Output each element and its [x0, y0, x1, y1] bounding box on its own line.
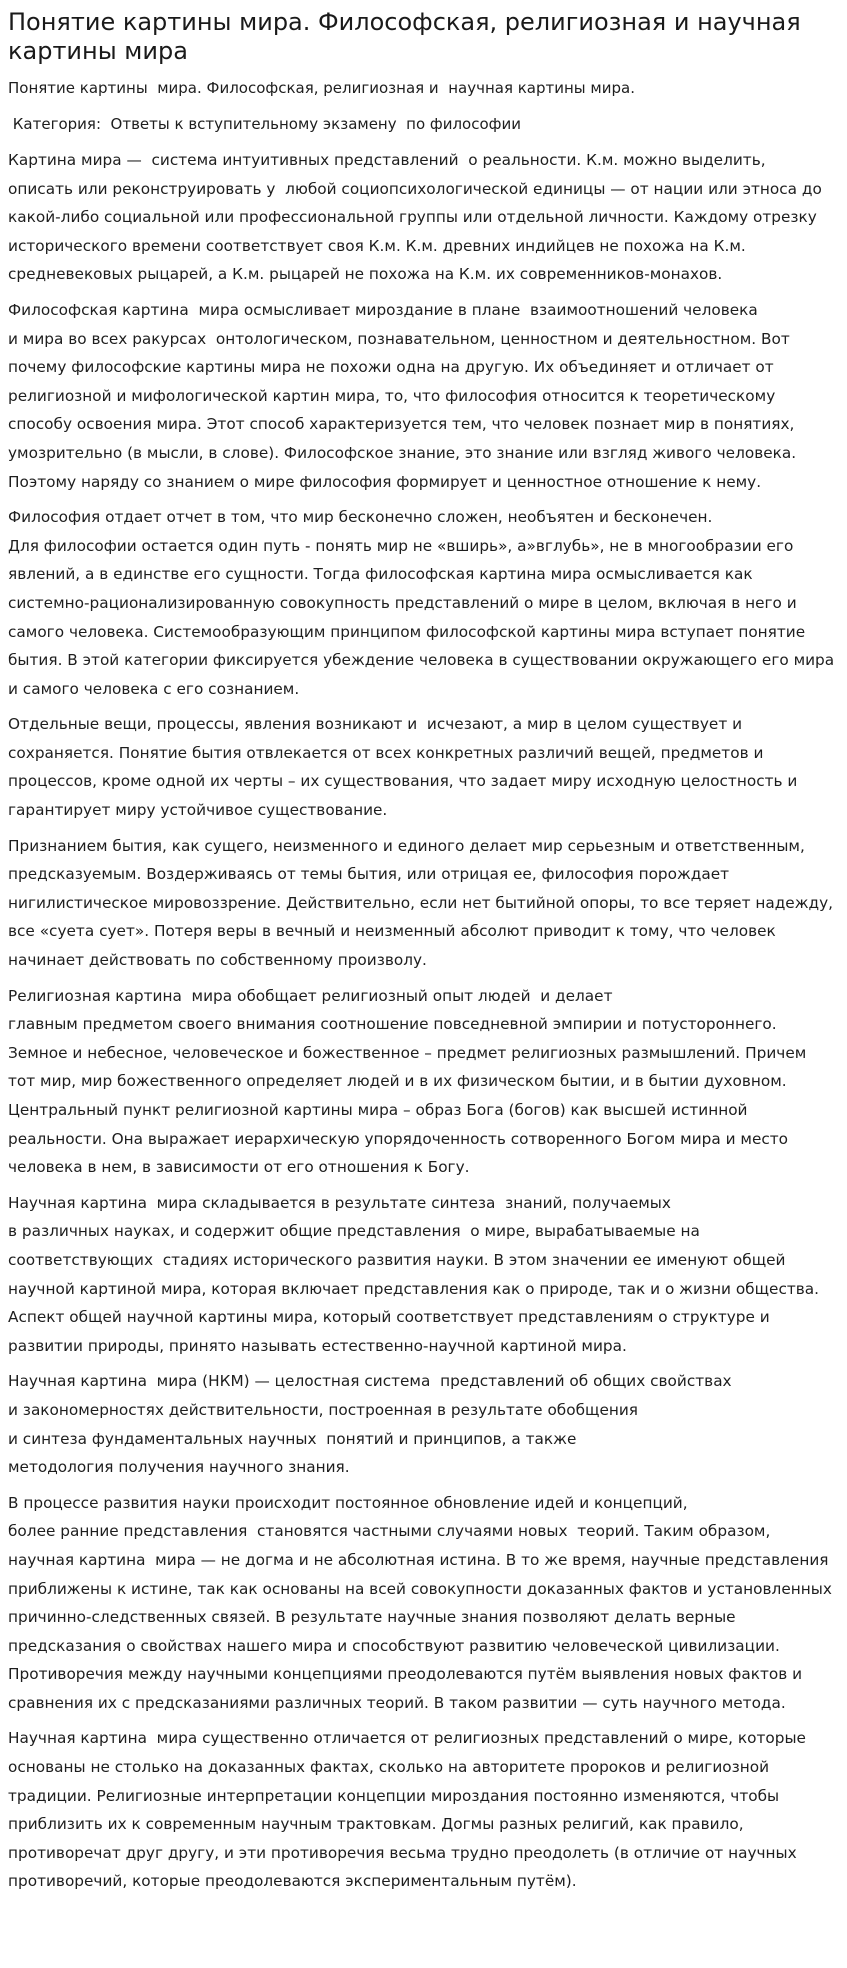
paragraph-things-processes: Отдельные вещи, процессы, явления возникают и исчезают, а мир в целом существует и сохраняется. Понятие бытия отвлекается от всех конкретных различий вещей, предметов и процессов, кроме одной их черты – их существования, что задает миру исходную целостность и гарантирует миру устойчивое существование. [8, 715, 803, 820]
page-title: Понятие картины мира. Философская, религиозная и научная картины мира [8, 8, 801, 65]
paragraph-science-vs-religion: Научная картина мира существенно отличается от религиозных представлений о мире, которые основаны не столько на доказанных фактах, сколько на авторитете пророков и религиозной традиции. Религиозные интерпретации концепции мироздания постоянно изменяются, чтобы приблизить их к современным научным трактовкам. Догмы разных религий, как правило, противоречат друг другу, и эти противоречия весьма трудно преодолеть (в отличие от научных противоречий, которые преодолеваются экспериментальным путём). [8, 1729, 811, 1891]
category-line [8, 114, 835, 134]
paragraph-nkm-definition: Научная картина мира (НКМ) — целостная система представлений об общих свойствах и закономерностях действительности, построенная в результате обобщения и синтеза фундаментальных научных понятий и принципов, а также методология получения научного знания. [8, 1372, 732, 1477]
paragraph-philosophical-worldview: Философская картина мира осмысливает мироздание в плане взаимоотношений человека и мира во всех ракурсах онтологическом, познавательном, ценностном и деятельностном. Вот почему философские картины мира не похожи одна на другую. Их объединяет и отличает от религиозной и мифологической картин мира, то, что философия относится к теоретическому способу освоения мира. Этот способ характеризуется тем, что человек познает мир в понятиях, умозрительно (в мысли, в слове). Философское знание, это знание или взгляд живого человека. Поэтому наряду со знанием о мире философия формирует и ценностное отношение к нему. [8, 300, 797, 491]
paragraph-philosophy-being: Философия отдает отчет в том, что мир бесконечно сложен, необъятен и бесконечен. Для философии остается один путь - понять мир не «вширь», а»вглубь», не в многообразии его явлений, а в единстве его сущности. Тогда философская картина мира осмысливается как системно-рационализированную совокупность представлений о мире в целом, включая в него и самого человека. Системообразующим принципом философской картины мира вступает понятие бытия. В этой категории фиксируется убеждение человека в существовании окружающего его мира и самого человека с его сознанием. [8, 508, 835, 698]
article-subtitle: Понятие картины мира. Философская, религиозная и научная картины мира. [8, 79, 635, 97]
category-link[interactable]: Ответы к вступительному экзамену по философии [110, 115, 521, 133]
paragraph-worldview-definition: Картина мира — система интуитивных представлений о реальности. К.м. можно выделить, описать или реконструировать у любой социопсихологической единицы — от нации или этноса до какой-либо социальной или профессиональной группы или отдельной личности. Каждому отрезку исторического времени соответствует своя К.м. К.м. древних индийцев не похожа на К.м. средневековых рыцарей, а К.м. рыцарей не похожа на К.м. их современников-монахов. [8, 151, 827, 284]
category-label: Категория: [8, 115, 111, 133]
paragraph-scientific-worldview: Научная картина мира складывается в результате синтеза знаний, получаемых в различных науках, и содержит общие представления о мире, вырабатываемые на соответствующих стадиях исторического развития науки. В этом значении ее именуют общей научной картиной мира, которая включает представления как о природе, так и о жизни общества. Аспект общей научной картины мира, который соответствует представлениям о структуре и развитии природы, принято называть естественно-научной картиной мира. [8, 1193, 820, 1355]
paragraph-science-development: В процессе развития науки происходит постоянное обновление идей и концепций, более ранние представления становятся частными случаями новых теорий. Таким образом, научная картина мира — не догма и не абсолютная истина. В то же время, научные представления приближены к истине, так как основаны на всей совокупности доказанных фактов и установленных причинно-следственных связей. В результате научные знания позволяют делать верные предсказания о свойствах нашего мира и способствуют развитию человеческой цивилизации. Противоречия между научными концепциями преодолеваются путём выявления новых фактов и сравнения их с предсказаниями различных теорий. В таком развитии — суть научного метода. [8, 1493, 832, 1712]
paragraph-religious-worldview: Религиозная картина мира обобщает религиозный опыт людей и делает главным предметом своего внимания соотношение повседневной эмпирии и потустороннего. Земное и небесное, человеческое и божественное – предмет религиозных размышлений. Причем тот мир, мир божественного определяет людей и в их физическом бытии, и в бытии духовном. Центральный пункт религиозной картины мира – образ Бога (богов) как высшей истинной реальности. Она выражает иерархическую упорядоченность сотворенного Богом мира и место человека в нем, в зависимости от его отношения к Богу. [8, 986, 807, 1177]
paragraph-recognition-of-being: Признанием бытия, как сущего, неизменного и единого делает мир серьезным и ответственным, предсказуемым. Воздерживаясь от темы бытия, или отрицая ее, философия порождает нигилистическое мировоззрение. Действительно, если нет бытийной опоры, то все теряет надежду, все «суета сует». Потеря веры в вечный и неизменный абсолют приводит к тому, что человек начинает действовать по собственному произволу. [8, 836, 838, 970]
